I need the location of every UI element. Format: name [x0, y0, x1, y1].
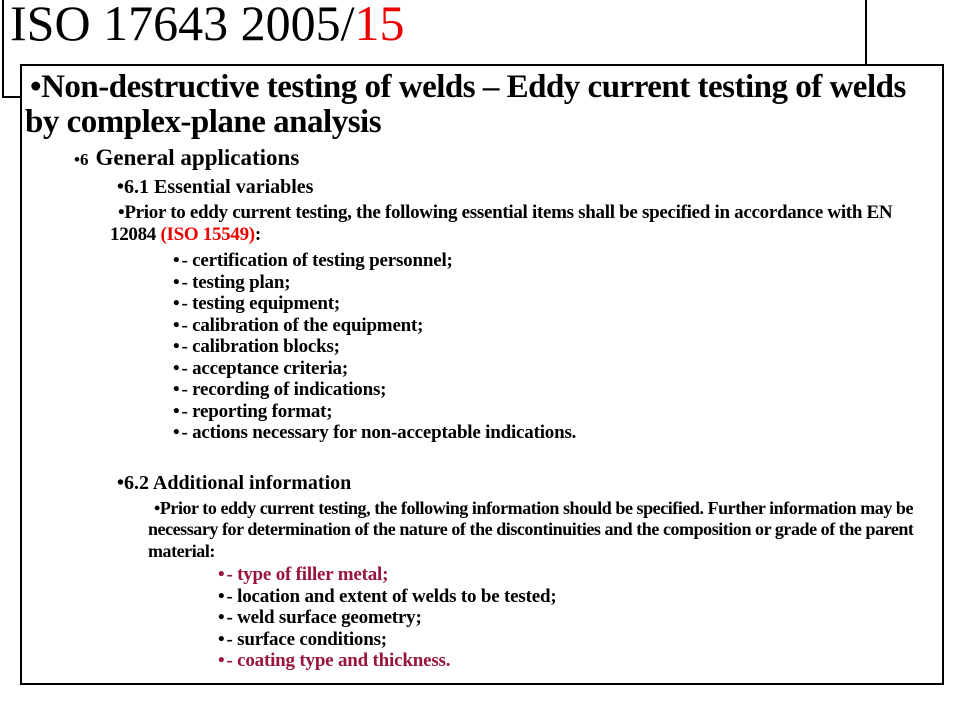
- bullet-icon: •: [218, 628, 225, 650]
- list-item-text: - location and extent of welds to be tested;: [226, 585, 557, 607]
- list-item: [218, 650, 942, 672]
- list-item: [173, 315, 942, 337]
- list-item: [218, 564, 942, 586]
- bullet-icon: •: [173, 422, 180, 443]
- bullet-icon: •: [173, 293, 180, 314]
- list-item-text: - reporting format;: [181, 400, 333, 422]
- bullet-icon: •: [154, 497, 160, 518]
- list-item: [218, 629, 942, 651]
- list-item: [173, 358, 942, 380]
- main-heading-text: Non-destructive testing of welds – Eddy current testing of welds by complex-plane analysis: [25, 69, 906, 140]
- section-61-intro-standard-ref: (ISO 15549): [160, 223, 255, 245]
- section-61-heading: [117, 176, 942, 199]
- section-61-heading-text: 6.1 Essential variables: [124, 176, 314, 198]
- list-item-text: - calibration blocks;: [181, 336, 340, 357]
- section-62-heading-text: 6.2 Additional information: [124, 471, 352, 494]
- section-6-label: General applications: [95, 145, 300, 170]
- list-item: [218, 586, 942, 608]
- section-62-heading: [117, 472, 942, 495]
- list-item: [173, 379, 942, 401]
- slide-title: [10, 0, 404, 53]
- list-item: [218, 607, 942, 629]
- slide-title-revision: 15: [354, 0, 405, 51]
- slide-title-text: ISO 17643 2005/: [10, 0, 355, 51]
- main-heading: [25, 70, 926, 140]
- list-item-text: - actions necessary for non-acceptable indications.: [181, 422, 577, 443]
- bullet-icon: •: [173, 271, 180, 293]
- bullet-icon: •: [173, 400, 180, 422]
- list-item-text: - testing equipment;: [181, 293, 341, 314]
- bullet-icon: •: [30, 69, 42, 105]
- list-item-text: - acceptance criteria;: [181, 357, 348, 379]
- section-61-intro-text: Prior to eddy current testing, the following essential items shall be specified in accordance with EN 12084: [110, 202, 893, 245]
- section-61-intro-colon: :: [254, 223, 261, 245]
- list-item-text: - surface conditions;: [226, 628, 387, 650]
- list-item: [173, 272, 942, 294]
- list-item: [173, 336, 942, 358]
- bullet-icon: •: [173, 379, 180, 400]
- additional-info-list: [218, 564, 942, 672]
- list-item-text: - type of filler metal;: [226, 564, 389, 585]
- bullet-icon: •: [218, 607, 225, 628]
- bullet-icon: •: [218, 564, 225, 585]
- section-62-intro: [148, 498, 936, 563]
- bullet-icon: •: [218, 650, 225, 671]
- section-6-prefix: [74, 150, 88, 169]
- list-item: [173, 401, 942, 423]
- bullet-icon: •: [173, 357, 180, 379]
- bullet-icon: •: [218, 585, 225, 607]
- section-6-heading: [74, 146, 942, 172]
- bullet-icon: •: [117, 176, 125, 198]
- section-61-intro: [110, 202, 916, 245]
- bullet-icon: •: [118, 202, 125, 223]
- content-box: [20, 64, 944, 685]
- list-item-text: - testing plan;: [181, 271, 291, 293]
- bullet-icon: •: [173, 336, 180, 357]
- essential-items-list: [173, 250, 942, 444]
- section-62-intro-text: Prior to eddy current testing, the following information should be specified. Further information may be necessary for determination of the nature of the discontinuities and the composition or grade of the parent material:: [148, 497, 914, 561]
- list-item-text: - weld surface geometry;: [226, 607, 422, 628]
- bullet-icon: •: [173, 250, 180, 271]
- section-6-number: 6: [79, 150, 89, 169]
- bullet-icon: •: [117, 471, 125, 494]
- list-item: [173, 293, 942, 315]
- list-item-text: - calibration of the equipment;: [181, 314, 424, 336]
- list-item-text: - coating type and thickness.: [226, 650, 451, 671]
- list-item-text: - certification of testing personnel;: [181, 250, 453, 271]
- list-item: [173, 250, 942, 272]
- list-item-text: - recording of indications;: [181, 379, 387, 400]
- list-item: [173, 422, 942, 444]
- bullet-icon: •: [173, 314, 180, 336]
- bullet-icon: •: [74, 150, 80, 169]
